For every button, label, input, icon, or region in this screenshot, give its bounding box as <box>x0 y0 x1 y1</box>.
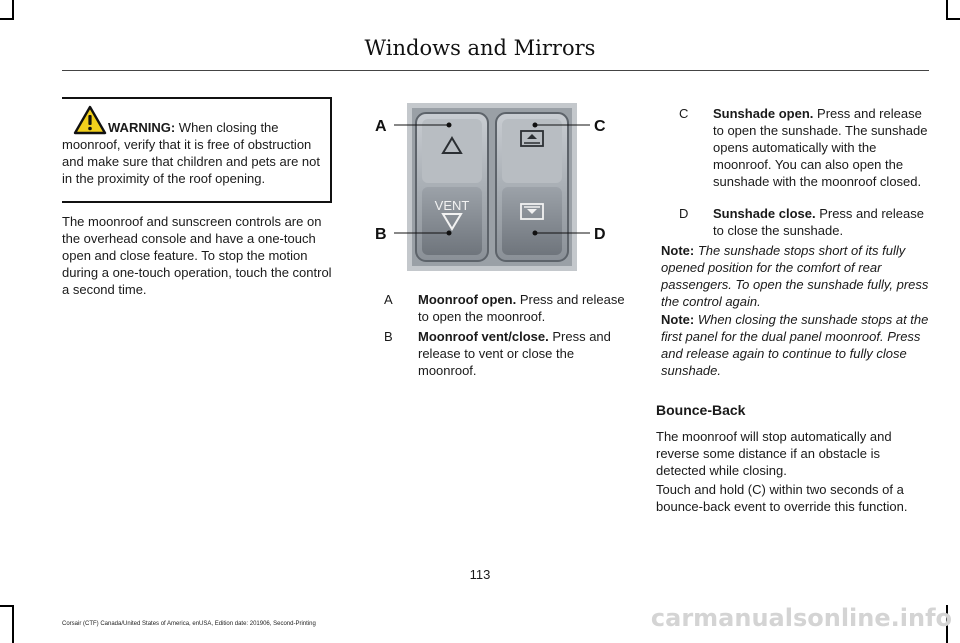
edition-footer: Corsair (CTF) Canada/United States of America, enUSA, Edition date: 201906, Second-Printing <box>62 621 316 627</box>
item-desc: Press and release to close the sunshade. <box>713 206 924 238</box>
note-text: When closing the sunshade stops at the first panel for the dual panel moonroof. Press and release again to continue to fully close sunshade. <box>661 312 929 378</box>
note-dual-panel <box>661 311 929 379</box>
bounce-back-paragraph-2: Touch and hold (C) within two seconds of a bounce-back event to override this function. <box>656 482 908 514</box>
crop-mark-top-right-v <box>946 0 948 20</box>
callout-a: A <box>375 118 387 135</box>
warning-text: moonroof, verify that it is free of obstruction and make sure that children and pets are not in the proximity of the roof opening. <box>62 137 320 186</box>
item-text <box>418 328 623 379</box>
item-desc: Press and release to open the sunshade. The sunshade opens automatically with the moonroof. You can also open the sunshade with the moonroof closed. <box>713 106 928 189</box>
item-text <box>713 205 929 239</box>
vent-label: VENT <box>434 198 470 213</box>
crop-mark-bottom-left-v <box>12 605 14 643</box>
item-key: A <box>384 292 393 307</box>
item-title: Moonroof open. <box>418 292 517 307</box>
note-sunshade-stop <box>661 242 929 310</box>
callout-d: D <box>594 226 606 243</box>
moonroof-controls-figure <box>372 103 612 273</box>
list-item <box>384 328 634 388</box>
item-key: D <box>679 206 689 221</box>
item-desc: Press and release to vent or close the moonroof. <box>418 329 611 378</box>
list-item <box>384 291 634 331</box>
note-label: Note: <box>661 243 695 258</box>
item-key: C <box>679 106 689 121</box>
controls-paragraph: The moonroof and sunscreen controls are on the overhead console and have a one-touch open and close feature. To stop the motion during a one-touch operation, touch the control a second time. <box>62 214 332 297</box>
warning-label: WARNING: <box>108 120 176 135</box>
crop-mark-top-left-v <box>12 0 14 20</box>
item-key: B <box>384 329 393 344</box>
callout-c: C <box>594 118 606 135</box>
note-label: Note: <box>661 312 695 327</box>
note-text: The sunshade stops short of its fully opened position for the comfort of rear passengers. To open the sunshade fully, press the control again. <box>661 243 929 309</box>
page-title: Windows and Mirrors <box>364 36 596 60</box>
item-title: Sunshade close. <box>713 206 816 221</box>
list-item <box>679 105 929 205</box>
crop-mark-bottom-left-h <box>0 605 14 607</box>
callout-b: B <box>375 226 387 243</box>
bounce-back-paragraph-1: The moonroof will stop automatically and reverse some distance if an obstacle is detected while closing. <box>656 429 892 478</box>
item-text <box>418 291 634 325</box>
item-title: Moonroof vent/close. <box>418 329 549 344</box>
header-rule <box>62 70 929 71</box>
item-desc: Press and release to open the moonroof. <box>418 292 625 324</box>
site-watermark: carmanualsonline.info <box>650 604 952 632</box>
item-title: Sunshade open. <box>713 106 814 121</box>
warning-triangle-icon <box>73 105 107 135</box>
crop-mark-top-left-h <box>0 18 14 20</box>
crop-mark-top-right-h <box>946 18 960 20</box>
warning-box <box>62 97 332 203</box>
page-number: 113 <box>469 567 491 582</box>
item-text <box>713 105 929 190</box>
list-item <box>679 205 929 245</box>
bounce-back-heading: Bounce-Back <box>656 402 746 418</box>
warning-first-text: When closing the <box>178 120 279 135</box>
